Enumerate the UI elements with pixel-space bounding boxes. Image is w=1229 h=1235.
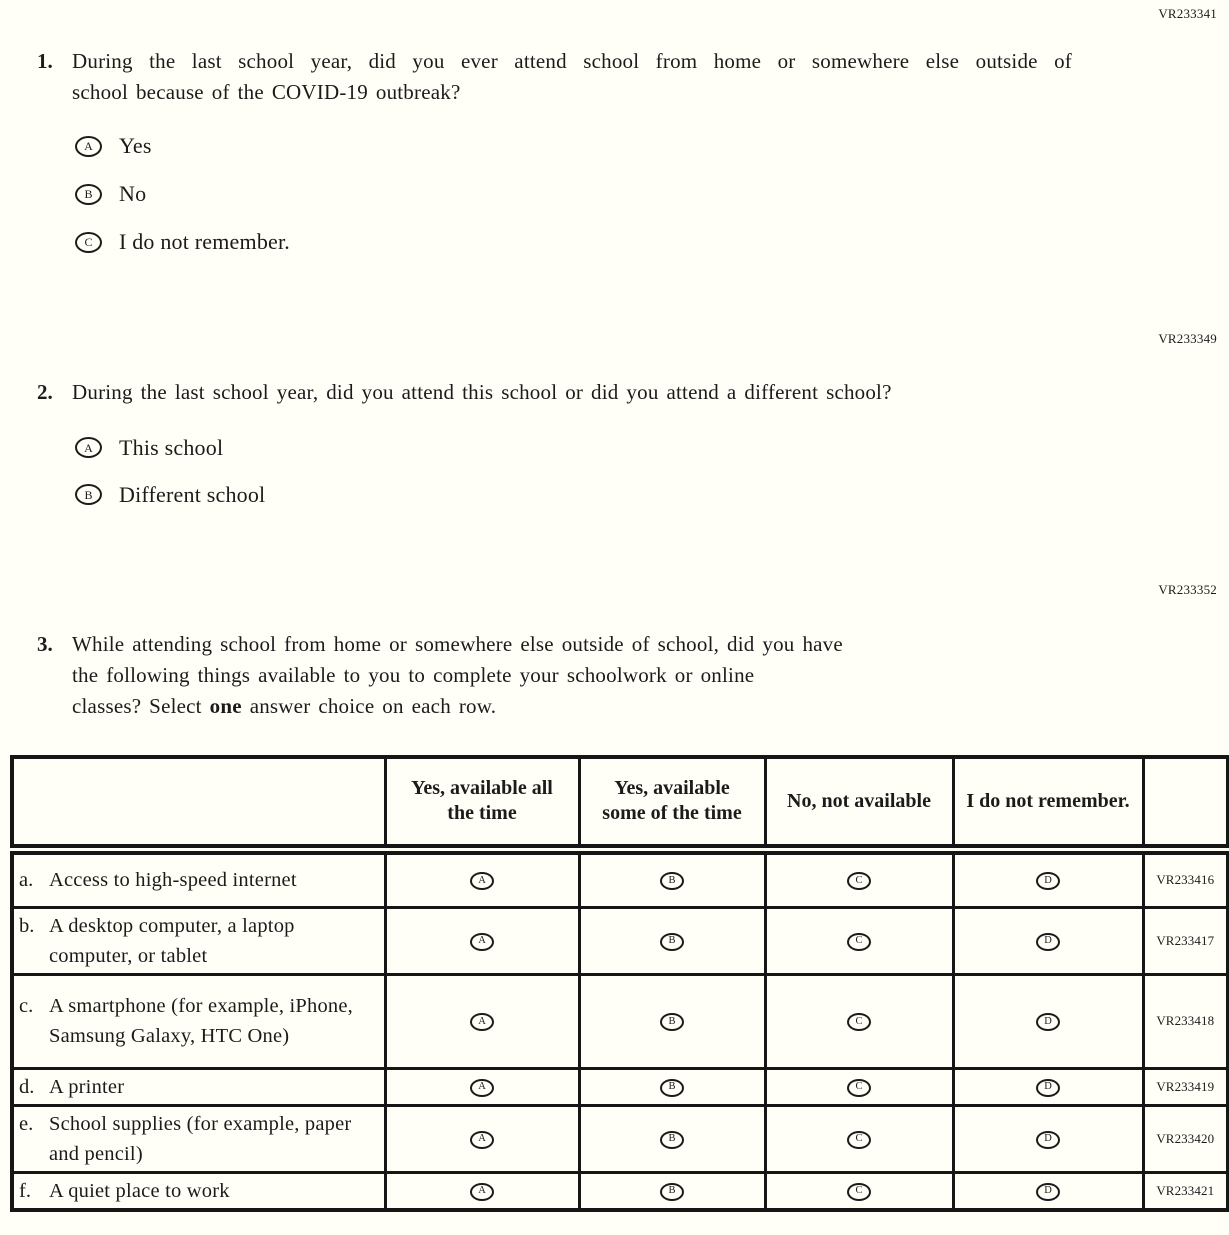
- table-row-d: [12, 1068, 1228, 1105]
- row-label: Access to high-speed internet: [49, 869, 297, 891]
- answer-bubble-a-icon[interactable]: A: [470, 1131, 494, 1149]
- question-2-number: 2.: [37, 380, 53, 404]
- row-label: School supplies (for example, paper and pencil): [49, 1112, 352, 1165]
- row-code: VR233416: [1143, 849, 1228, 907]
- option-label: Yes: [119, 133, 152, 158]
- question-1-text: [72, 46, 1072, 108]
- row-label: A desktop computer, a laptop computer, or tablet: [49, 914, 295, 967]
- question-1-line-2: school because of the COVID-19 outbreak?: [72, 80, 461, 104]
- answer-bubble-d-icon[interactable]: D: [1036, 1079, 1060, 1097]
- table-corner-cell: [12, 757, 385, 849]
- answer-bubble-c-icon[interactable]: C: [847, 1131, 871, 1149]
- row-code: VR233420: [1143, 1105, 1228, 1172]
- answer-bubble-b-icon[interactable]: B: [660, 872, 684, 890]
- question-1-line-1: During the last school year, did you ever attend school from home or somewhere else outside of: [72, 49, 1072, 73]
- row-code: VR233418: [1143, 974, 1228, 1068]
- table-row-e: [12, 1105, 1228, 1172]
- column-header-yes-all-time: Yes, available all the time: [385, 757, 579, 849]
- table-row-f: [12, 1172, 1228, 1210]
- row-label: A smartphone (for example, iPhone, Samsung Galaxy, HTC One): [49, 995, 353, 1047]
- answer-bubble-c-icon[interactable]: C: [847, 1079, 871, 1097]
- answer-bubble-a-icon[interactable]: A: [470, 1079, 494, 1097]
- table-row-c: [12, 974, 1228, 1068]
- answer-bubble-a-icon[interactable]: A: [75, 437, 102, 458]
- answer-bubble-b-icon[interactable]: B: [660, 1079, 684, 1097]
- answer-bubble-b-icon[interactable]: B: [75, 484, 102, 505]
- option-label: This school: [119, 434, 224, 460]
- column-header-yes-some-time: Yes, available some of the time: [579, 757, 765, 849]
- row-code: VR233421: [1143, 1172, 1228, 1210]
- question-2-option-different-school: [75, 471, 892, 518]
- table-row-b: [12, 907, 1228, 974]
- column-header-not-available: No, not available: [765, 757, 953, 849]
- question-2-line-1: During the last school year, did you attend this school or did you attend a different school?: [72, 380, 892, 404]
- answer-bubble-b-icon[interactable]: B: [660, 933, 684, 951]
- answer-bubble-d-icon[interactable]: D: [1036, 1131, 1060, 1149]
- answer-bubble-d-icon[interactable]: D: [1036, 1183, 1060, 1201]
- question-1-number: 1.: [37, 49, 53, 73]
- answer-bubble-a-icon[interactable]: A: [470, 1183, 494, 1201]
- question-3-line-3: classes? Select one answer choice on each row.: [72, 694, 497, 718]
- row-letter: e.: [19, 1112, 34, 1135]
- form-code-q2: VR233349: [1158, 331, 1217, 346]
- option-label: I do not remember.: [119, 229, 290, 254]
- question-3-line-2: the following things available to you to complete your schoolwork or online: [72, 663, 755, 687]
- column-header-code: [1143, 757, 1228, 849]
- emphasized-word: one: [209, 694, 242, 718]
- row-code: VR233417: [1143, 907, 1228, 974]
- question-1-option-yes: [75, 122, 1072, 170]
- answer-bubble-a-icon[interactable]: A: [470, 872, 494, 890]
- question-2-text: [72, 377, 892, 408]
- table-row-a: [12, 849, 1228, 907]
- question-3: [37, 629, 843, 722]
- answer-bubble-b-icon[interactable]: B: [660, 1183, 684, 1201]
- row-letter: f.: [19, 1179, 31, 1202]
- question-3-number: 3.: [37, 632, 53, 656]
- question-1: [37, 46, 1072, 266]
- row-label: A printer: [49, 1075, 125, 1098]
- question-1-options: [72, 122, 1072, 266]
- row-letter: c.: [19, 995, 34, 1017]
- answer-bubble-b-icon[interactable]: B: [75, 184, 102, 205]
- form-code-q1: VR233341: [1158, 6, 1217, 21]
- question-1-option-do-not-remember: [75, 218, 1072, 266]
- answer-bubble-a-icon[interactable]: A: [470, 933, 494, 951]
- question-2: [37, 377, 892, 518]
- answer-bubble-d-icon[interactable]: D: [1036, 1013, 1060, 1031]
- answer-bubble-d-icon[interactable]: D: [1036, 933, 1060, 951]
- form-code-q3: VR233352: [1158, 582, 1217, 597]
- row-label: A quiet place to work: [49, 1179, 230, 1202]
- row-code: VR233419: [1143, 1068, 1228, 1105]
- question-3-response-table: [10, 755, 1229, 1212]
- answer-bubble-c-icon[interactable]: C: [75, 232, 102, 253]
- column-header-do-not-remember: I do not remember.: [953, 757, 1143, 849]
- question-3-text: [72, 629, 843, 722]
- answer-bubble-c-icon[interactable]: C: [847, 933, 871, 951]
- question-1-option-no: [75, 170, 1072, 218]
- answer-bubble-a-icon[interactable]: A: [470, 1013, 494, 1031]
- row-letter: a.: [19, 869, 34, 891]
- answer-bubble-b-icon[interactable]: B: [660, 1013, 684, 1031]
- answer-bubble-d-icon[interactable]: D: [1036, 872, 1060, 890]
- option-label: Different school: [119, 481, 266, 507]
- answer-bubble-a-icon[interactable]: A: [75, 136, 102, 157]
- question-2-option-this-school: [75, 424, 892, 471]
- question-3-line-1: While attending school from home or somewhere else outside of school, did you have: [72, 632, 843, 656]
- question-2-options: [72, 424, 892, 518]
- option-label: No: [119, 181, 147, 206]
- row-letter: b.: [19, 914, 35, 937]
- answer-bubble-c-icon[interactable]: C: [847, 872, 871, 890]
- table-header-row: [12, 757, 1228, 849]
- answer-bubble-c-icon[interactable]: C: [847, 1013, 871, 1031]
- answer-bubble-b-icon[interactable]: B: [660, 1131, 684, 1149]
- row-letter: d.: [19, 1075, 35, 1098]
- answer-bubble-c-icon[interactable]: C: [847, 1183, 871, 1201]
